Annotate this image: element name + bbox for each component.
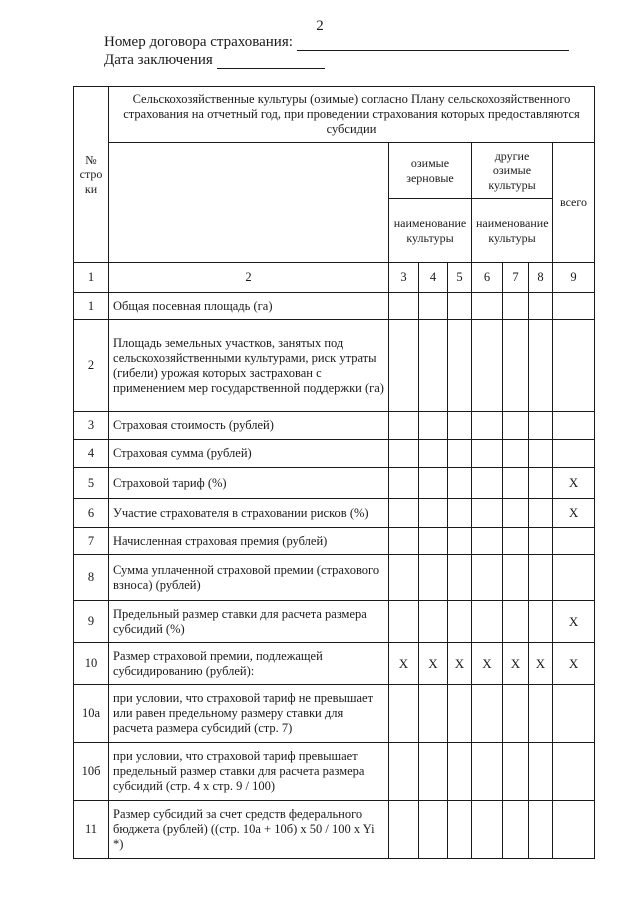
empty-cell [472, 320, 503, 412]
empty-cell [419, 412, 448, 440]
empty-cell [472, 555, 503, 601]
header-main: Сельскохозяйственные культуры (озимые) согласно Плану сельскохозяйственного страхования на отчетный год, при проведении страхования которых предоставляются субсидии [109, 87, 595, 143]
empty-cell [553, 320, 595, 412]
empty-cell [472, 601, 503, 643]
empty-cell [472, 743, 503, 801]
column-number: 6 [472, 263, 503, 293]
cross-mark-cell: X [553, 499, 595, 528]
row-number: 2 [74, 320, 109, 412]
row-number: 1 [74, 293, 109, 320]
row-number: 5 [74, 468, 109, 499]
conclusion-date-blank [217, 54, 325, 69]
contract-number-line [104, 34, 569, 51]
table-row [74, 528, 595, 555]
row-number: 3 [74, 412, 109, 440]
empty-cell [419, 685, 448, 743]
empty-cell [503, 743, 529, 801]
page-number: 2 [316, 18, 324, 34]
table-row [74, 685, 595, 743]
row-description: Страховой тариф (%) [109, 468, 389, 499]
empty-cell [529, 320, 553, 412]
row-number: 10 [74, 643, 109, 685]
subsidy-form-table [73, 86, 595, 859]
header-total: всего [553, 143, 595, 263]
empty-cell [503, 601, 529, 643]
table-row [74, 743, 595, 801]
empty-cell [472, 499, 503, 528]
empty-cell [448, 412, 472, 440]
row-number: 6 [74, 499, 109, 528]
empty-cell [529, 685, 553, 743]
empty-cell [503, 440, 529, 468]
header-winter-grain: озимые зерновые [389, 143, 472, 199]
empty-cell [529, 468, 553, 499]
table-row [74, 320, 595, 412]
header-other-winter: другие озимые культуры [472, 143, 553, 199]
row-description: Страховая стоимость (рублей) [109, 412, 389, 440]
row-description: Начисленная страховая премия (рублей) [109, 528, 389, 555]
cross-mark-cell: X [448, 643, 472, 685]
row-number: 10б [74, 743, 109, 801]
empty-cell [448, 320, 472, 412]
empty-cell [529, 601, 553, 643]
empty-cell [472, 685, 503, 743]
empty-cell [503, 801, 529, 859]
row-description: Общая посевная площадь (га) [109, 293, 389, 320]
cross-mark-cell: X [389, 643, 419, 685]
empty-cell [389, 499, 419, 528]
empty-cell [503, 468, 529, 499]
table-row [74, 801, 595, 859]
empty-cell [503, 293, 529, 320]
empty-cell [448, 601, 472, 643]
empty-cell [553, 293, 595, 320]
empty-cell [472, 801, 503, 859]
column-number: 2 [109, 263, 389, 293]
cross-mark-cell: X [472, 643, 503, 685]
cross-mark-cell: X [529, 643, 553, 685]
column-number: 9 [553, 263, 595, 293]
header-row-main [74, 87, 595, 143]
column-number: 3 [389, 263, 419, 293]
empty-cell [553, 412, 595, 440]
column-numbers-row [74, 263, 595, 293]
empty-cell [389, 743, 419, 801]
conclusion-date-label: Дата заключения [104, 52, 213, 68]
table-row [74, 601, 595, 643]
empty-cell [448, 555, 472, 601]
empty-cell [389, 440, 419, 468]
empty-cell [529, 743, 553, 801]
empty-cell [419, 440, 448, 468]
contract-number-blank [297, 36, 569, 51]
empty-cell [419, 743, 448, 801]
empty-cell [503, 320, 529, 412]
table-row [74, 555, 595, 601]
empty-cell [389, 412, 419, 440]
empty-cell [448, 801, 472, 859]
cross-mark-cell: X [553, 601, 595, 643]
header-row-groups [74, 143, 595, 199]
column-number: 1 [74, 263, 109, 293]
empty-cell [419, 499, 448, 528]
table-row [74, 293, 595, 320]
row-description: Площадь земельных участков, занятых под сельскохозяйственными культурами, риск утраты (гибели) урожая которых застрахован с применением мер государственной поддержки (га) [109, 320, 389, 412]
row-number: 8 [74, 555, 109, 601]
empty-cell [419, 320, 448, 412]
empty-cell [472, 293, 503, 320]
empty-cell [389, 685, 419, 743]
header-crop-name-1: наименование культуры [389, 199, 472, 263]
empty-cell [389, 528, 419, 555]
table-row [74, 440, 595, 468]
table-row [74, 412, 595, 440]
empty-cell [472, 440, 503, 468]
empty-cell [419, 801, 448, 859]
row-number: 10а [74, 685, 109, 743]
contract-number-label: Номер договора страхования: [104, 34, 293, 50]
empty-cell [503, 685, 529, 743]
empty-cell [529, 528, 553, 555]
empty-cell [389, 555, 419, 601]
empty-cell [419, 468, 448, 499]
empty-cell [529, 555, 553, 601]
column-number: 5 [448, 263, 472, 293]
empty-cell [553, 528, 595, 555]
header-row-no: № стро ки [74, 87, 109, 263]
empty-cell [472, 468, 503, 499]
empty-cell [472, 528, 503, 555]
empty-cell [389, 801, 419, 859]
row-description: Размер страховой премии, подлежащей субсидированию (рублей): [109, 643, 389, 685]
empty-cell [448, 293, 472, 320]
row-description: Страховая сумма (рублей) [109, 440, 389, 468]
empty-cell [553, 685, 595, 743]
row-description: при условии, что страховой тариф превышает предельный размер ставки для расчета размера субсидий (стр. 4 x стр. 9 / 100) [109, 743, 389, 801]
empty-cell [503, 528, 529, 555]
cross-mark-cell: X [419, 643, 448, 685]
empty-cell [553, 440, 595, 468]
row-description: Сумма уплаченной страховой премии (страхового взноса) (рублей) [109, 555, 389, 601]
empty-cell [529, 440, 553, 468]
header-blank [109, 143, 389, 263]
table-row [74, 499, 595, 528]
empty-cell [389, 320, 419, 412]
empty-cell [389, 293, 419, 320]
row-description: Участие страхователя в страховании рисков (%) [109, 499, 389, 528]
row-description: Предельный размер ставки для расчета размера субсидий (%) [109, 601, 389, 643]
cross-mark-cell: X [553, 468, 595, 499]
empty-cell [448, 499, 472, 528]
row-number: 4 [74, 440, 109, 468]
empty-cell [529, 412, 553, 440]
empty-cell [448, 685, 472, 743]
empty-cell [529, 499, 553, 528]
header-crop-name-2: наименование культуры [472, 199, 553, 263]
empty-cell [503, 499, 529, 528]
empty-cell [503, 555, 529, 601]
column-number: 4 [419, 263, 448, 293]
cross-mark-cell: X [553, 643, 595, 685]
table-row [74, 468, 595, 499]
empty-cell [529, 801, 553, 859]
empty-cell [472, 412, 503, 440]
column-number: 7 [503, 263, 529, 293]
empty-cell [503, 412, 529, 440]
empty-cell [389, 601, 419, 643]
empty-cell [419, 528, 448, 555]
empty-cell [529, 293, 553, 320]
row-number: 11 [74, 801, 109, 859]
empty-cell [419, 293, 448, 320]
table-row [74, 643, 595, 685]
empty-cell [419, 555, 448, 601]
row-description: Размер субсидий за счет средств федерального бюджета (рублей) ((стр. 10а + 10б) x 50 / 100 x Yi *) [109, 801, 389, 859]
empty-cell [553, 743, 595, 801]
empty-cell [448, 528, 472, 555]
cross-mark-cell: X [503, 643, 529, 685]
conclusion-date-line [104, 52, 325, 69]
row-number: 9 [74, 601, 109, 643]
empty-cell [448, 743, 472, 801]
row-number: 7 [74, 528, 109, 555]
empty-cell [448, 440, 472, 468]
empty-cell [389, 468, 419, 499]
empty-cell [448, 468, 472, 499]
empty-cell [553, 801, 595, 859]
empty-cell [553, 555, 595, 601]
row-description: при условии, что страховой тариф не превышает или равен предельному размеру ставки для расчета размера субсидий (стр. 7) [109, 685, 389, 743]
column-number: 8 [529, 263, 553, 293]
empty-cell [419, 601, 448, 643]
